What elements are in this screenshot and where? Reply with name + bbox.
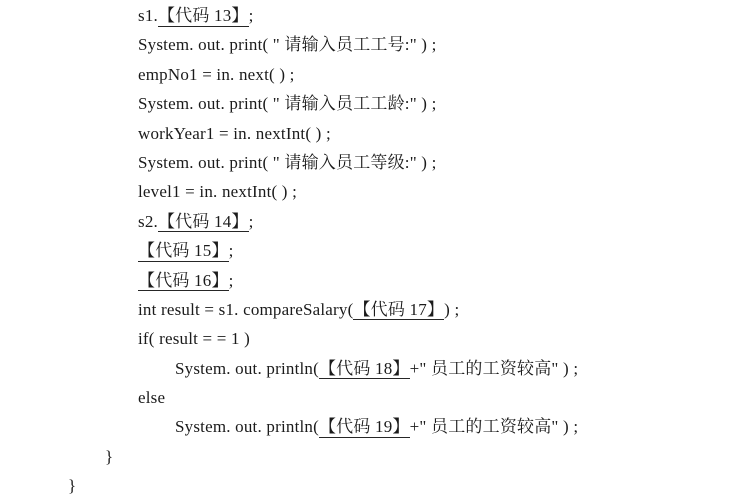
code-block (68, 1, 579, 501)
code-placeholder: 【代码 18】 (318, 358, 410, 378)
code-line (105, 442, 578, 471)
code-text: System. out. print( " 请输入员工等级:" ) ; (138, 152, 437, 172)
code-text: System. out. println( (175, 358, 319, 378)
code-line (138, 324, 578, 353)
code-text: workYear1 = in. nextInt( ) ; (138, 123, 331, 143)
code-text: ; (248, 211, 254, 231)
code-line (68, 471, 578, 500)
code-text: s1. (138, 6, 158, 25)
code-text: ; (228, 270, 234, 290)
code-text: ; (228, 241, 234, 261)
code-line (138, 266, 578, 295)
code-line (138, 177, 578, 206)
code-line (138, 148, 578, 177)
code-placeholder: 【代码 15】 (138, 241, 229, 261)
code-line (138, 383, 578, 412)
code-text: else (138, 388, 166, 408)
code-text: ) ; (444, 299, 460, 319)
code-text: } (68, 476, 77, 496)
code-line (138, 207, 578, 236)
code-text: System. out. println( (175, 417, 319, 437)
code-placeholder: 【代码 16】 (138, 270, 229, 290)
code-line (175, 412, 578, 441)
code-line (138, 60, 578, 89)
code-placeholder: 【代码 17】 (353, 299, 445, 319)
code-text: System. out. print( " 请输入员工工号:" ) ; (138, 35, 437, 55)
code-text: level1 = in. nextInt( ) ; (138, 182, 298, 202)
code-text: System. out. print( " 请输入员工工龄:" ) ; (138, 94, 437, 114)
code-placeholder: 【代码 19】 (318, 417, 410, 437)
code-text: ; (248, 6, 254, 25)
code-line (138, 1, 578, 30)
code-placeholder: 【代码 13】 (157, 6, 249, 25)
code-text: int result = s1. compareSalary( (138, 299, 354, 319)
code-placeholder: 【代码 14】 (157, 211, 249, 231)
code-line (138, 30, 578, 59)
code-text: +" 员工的工资较高" ) ; (409, 358, 579, 378)
code-line (138, 119, 578, 148)
code-text: empNo1 = in. next( ) ; (138, 64, 295, 84)
code-line (138, 295, 578, 324)
code-text: s2. (138, 211, 158, 231)
code-text: } (105, 446, 114, 466)
code-text: if( result = = 1 ) (138, 329, 250, 349)
code-line (138, 236, 578, 265)
code-text: +" 员工的工资较高" ) ; (409, 417, 579, 437)
code-line (138, 89, 578, 118)
code-line (175, 354, 578, 383)
